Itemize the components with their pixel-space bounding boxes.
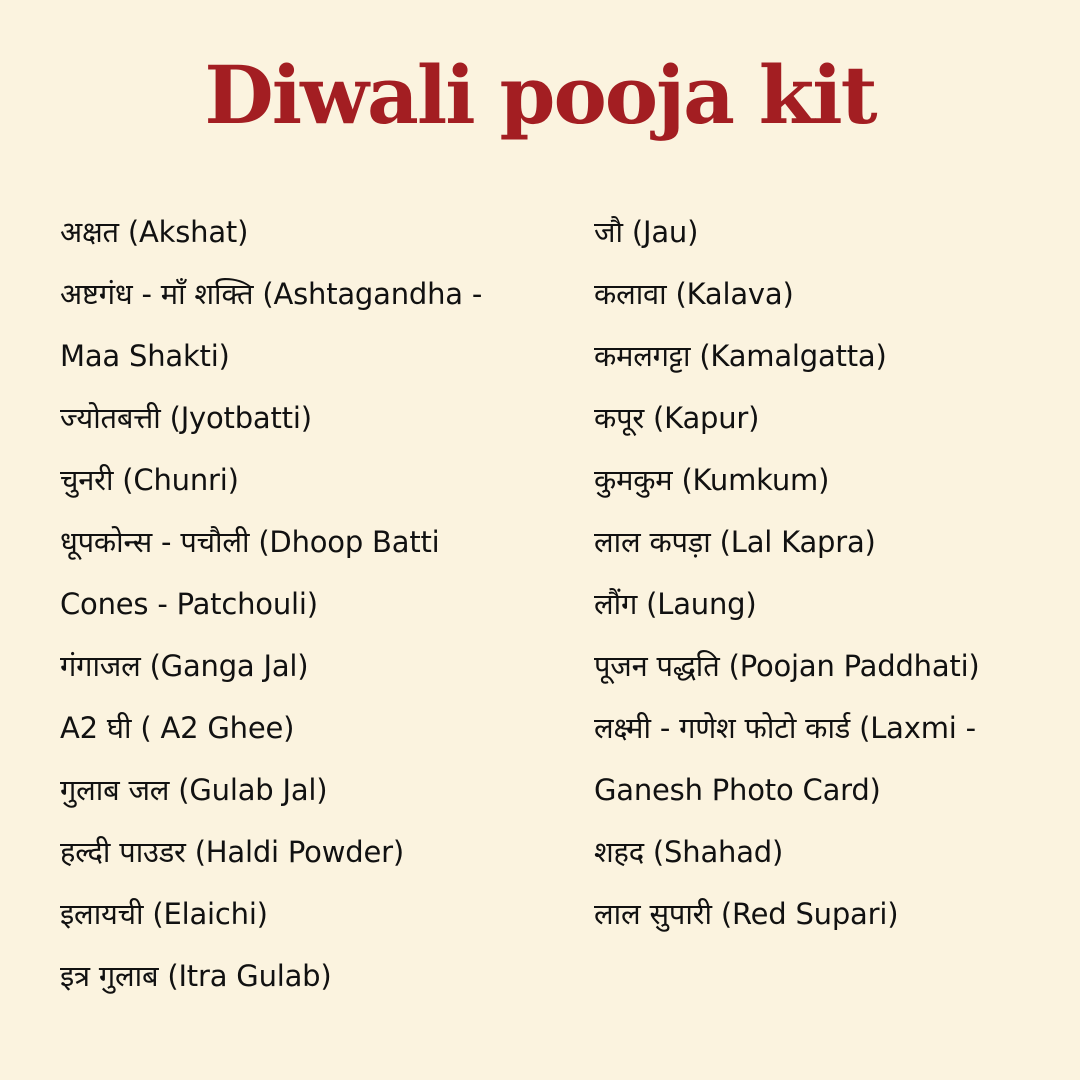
kit-item-lal-kapra: लाल कपड़ा (Lal Kapra): [594, 525, 876, 559]
kit-item-haldi-powder: हल्दी पाउडर (Haldi Powder): [60, 835, 404, 869]
kit-item-ganga-jal: गंगाजल (Ganga Jal): [60, 649, 309, 683]
kit-item-gulab-jal: गुलाब जल (Gulab Jal): [60, 773, 328, 807]
kit-item-poojan-paddhati: पूजन पद्धति (Poojan Paddhati): [594, 649, 980, 683]
kit-item-dhoop-batti-line2: Cones - Patchouli): [60, 587, 318, 621]
kit-item-laxmi-ganesh-line2: Ganesh Photo Card): [594, 773, 881, 807]
kit-item-kapur: कपूर (Kapur): [594, 401, 760, 435]
kit-item-jau: जौ (Jau): [594, 215, 699, 249]
kit-item-kalava: कलावा (Kalava): [594, 277, 794, 311]
kit-item-jyotbatti: ज्योतबत्ती (Jyotbatti): [60, 401, 312, 435]
kit-items-left-column: [60, 201, 560, 1007]
kit-item-chunri: चुनरी (Chunri): [60, 463, 239, 497]
kit-item-laung: लौंग (Laung): [594, 587, 757, 621]
kit-item-akshat: अक्षत (Akshat): [60, 215, 249, 249]
kit-item-itra-gulab: इत्र गुलाब (Itra Gulab): [60, 959, 332, 993]
kit-item-shahad: शहद (Shahad): [594, 835, 784, 869]
kit-item-a2-ghee: A2 घी ( A2 Ghee): [60, 711, 295, 745]
kit-item-kumkum: कुमकुम (Kumkum): [594, 463, 830, 497]
page-title: Diwali pooja kit: [204, 48, 876, 142]
kit-item-red-supari: लाल सुपारी (Red Supari): [594, 897, 899, 931]
kit-item-ashtagandha-line1: अष्टगंध - माँ शक्ति (Ashtagandha -: [60, 277, 483, 311]
kit-item-ashtagandha-line2: Maa Shakti): [60, 339, 230, 373]
kit-item-dhoop-batti-line1: धूपकोन्स - पचौली (Dhoop Batti: [60, 525, 440, 559]
kit-item-laxmi-ganesh-line1: लक्ष्मी - गणेश फोटो कार्ड (Laxmi -: [594, 711, 976, 745]
kit-item-kamalgatta: कमलगट्टा (Kamalgatta): [594, 339, 887, 373]
kit-item-elaichi: इलायची (Elaichi): [60, 897, 268, 931]
kit-items-right-column: [594, 201, 1064, 945]
